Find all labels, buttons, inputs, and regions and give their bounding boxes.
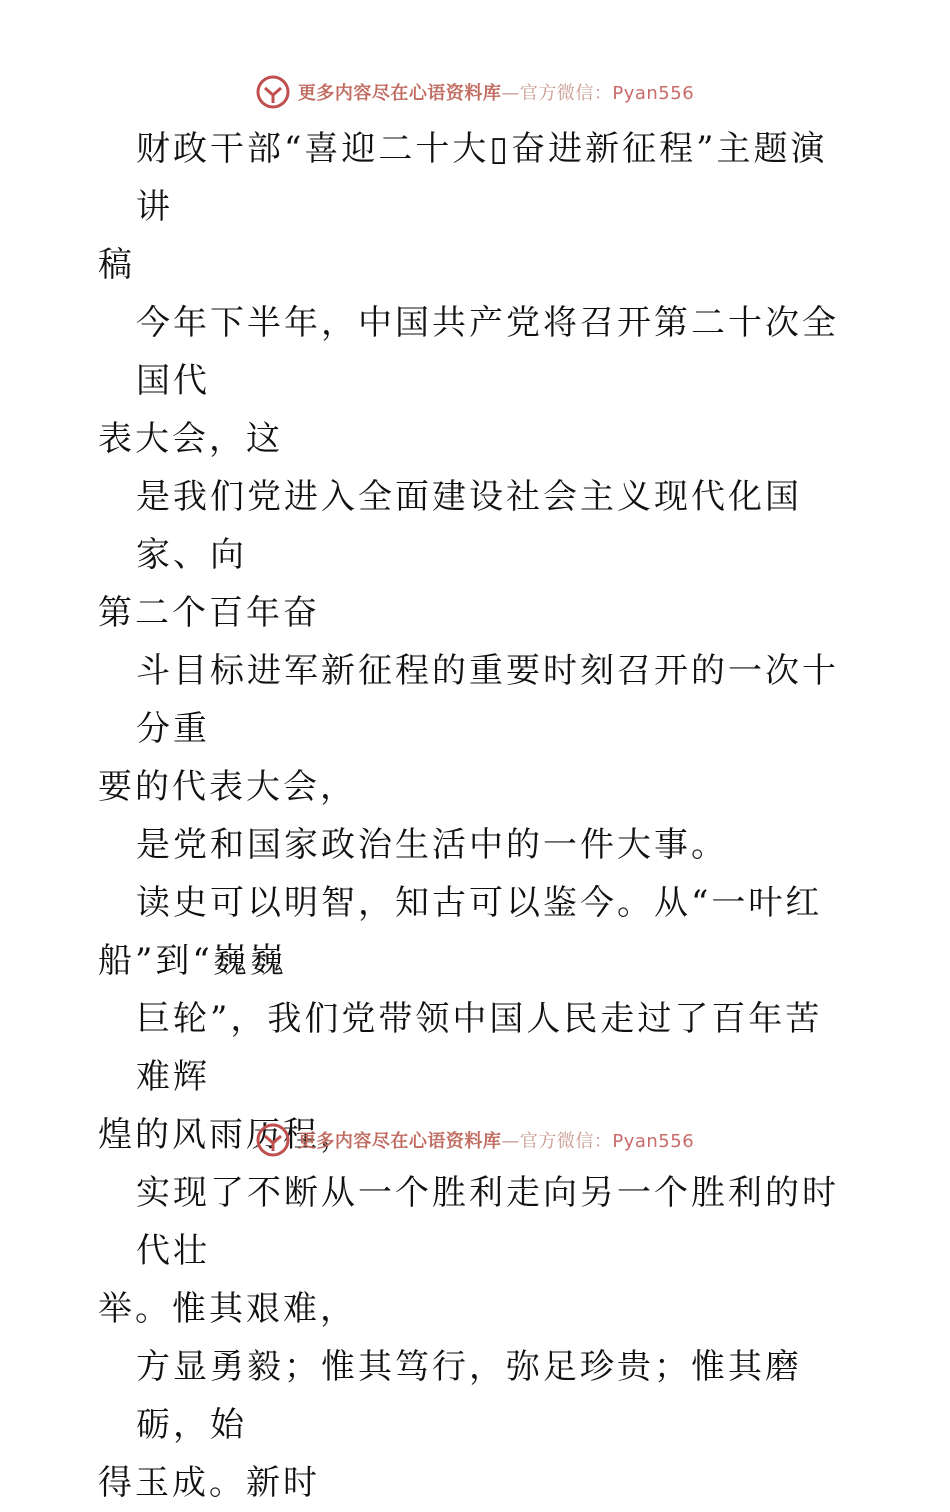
footer-account-label: 官方微信：	[519, 1131, 613, 1152]
header-separator: —	[501, 83, 520, 104]
header-account-id: Pyan556	[612, 83, 695, 104]
footer-separator: —	[501, 1131, 520, 1152]
paragraph-line-first: 实现了不断从一个胜利走向另一个胜利的时代壮	[136, 1173, 839, 1271]
paragraph-line-continued: 要的代表大会，	[98, 767, 357, 807]
footer-banner-text	[298, 1127, 694, 1153]
footer-account-id: Pyan556	[612, 1131, 695, 1152]
paragraph	[98, 468, 858, 642]
paragraph	[98, 874, 858, 990]
paragraph-line-continued: 稿	[98, 245, 135, 285]
paragraph-line-continued: 船”到“巍巍	[98, 941, 287, 981]
footer-banner	[0, 1118, 950, 1162]
paragraph-line-continued: 表大会，这	[98, 419, 283, 459]
paragraph-line-first: 巨轮”，我们党带领中国人民走过了百年苦难辉	[136, 999, 823, 1097]
header-banner-text	[298, 79, 694, 105]
paragraph-line-first: 是我们党进入全面建设社会主义现代化国家、向	[136, 477, 802, 575]
paragraph-line-first: 是党和国家政治生活中的一件大事。	[136, 825, 728, 865]
header-account-label: 官方微信：	[519, 83, 613, 104]
paragraph-line-first: 财政干部“喜迎二十大▯奋进新征程”主题演讲	[136, 129, 828, 227]
paragraph-line-first: 读史可以明智，知古可以鉴今。从“一叶红	[136, 883, 823, 923]
paragraph-line-continued: 煌的风雨历程，	[98, 1115, 357, 1155]
paragraph	[98, 294, 858, 468]
paragraph	[98, 1164, 858, 1338]
paragraph	[98, 642, 858, 816]
brand-logo-icon	[256, 75, 290, 109]
paragraph-line-first: 方显勇毅；惟其笃行，弥足珍贵；惟其磨砺，始	[136, 1347, 802, 1445]
paragraph	[98, 120, 858, 294]
header-banner	[0, 70, 950, 114]
paragraph-line-continued: 第二个百年奋	[98, 593, 320, 633]
paragraph	[98, 816, 858, 874]
paragraph-line-first: 斗目标进军新征程的重要时刻召开的一次十分重	[136, 651, 839, 749]
paragraph-line-first: 今年下半年，中国共产党将召开第二十次全国代	[136, 303, 839, 401]
brand-logo-icon	[256, 1123, 290, 1157]
header-slogan: 更多内容尽在心语资料库	[297, 83, 502, 104]
footer-slogan: 更多内容尽在心语资料库	[297, 1131, 502, 1152]
paragraph-line-continued: 得玉成。新时	[98, 1463, 320, 1503]
document-body	[98, 120, 858, 1512]
paragraph-line-continued: 举。惟其艰难，	[98, 1289, 357, 1329]
paragraph	[98, 1338, 858, 1512]
